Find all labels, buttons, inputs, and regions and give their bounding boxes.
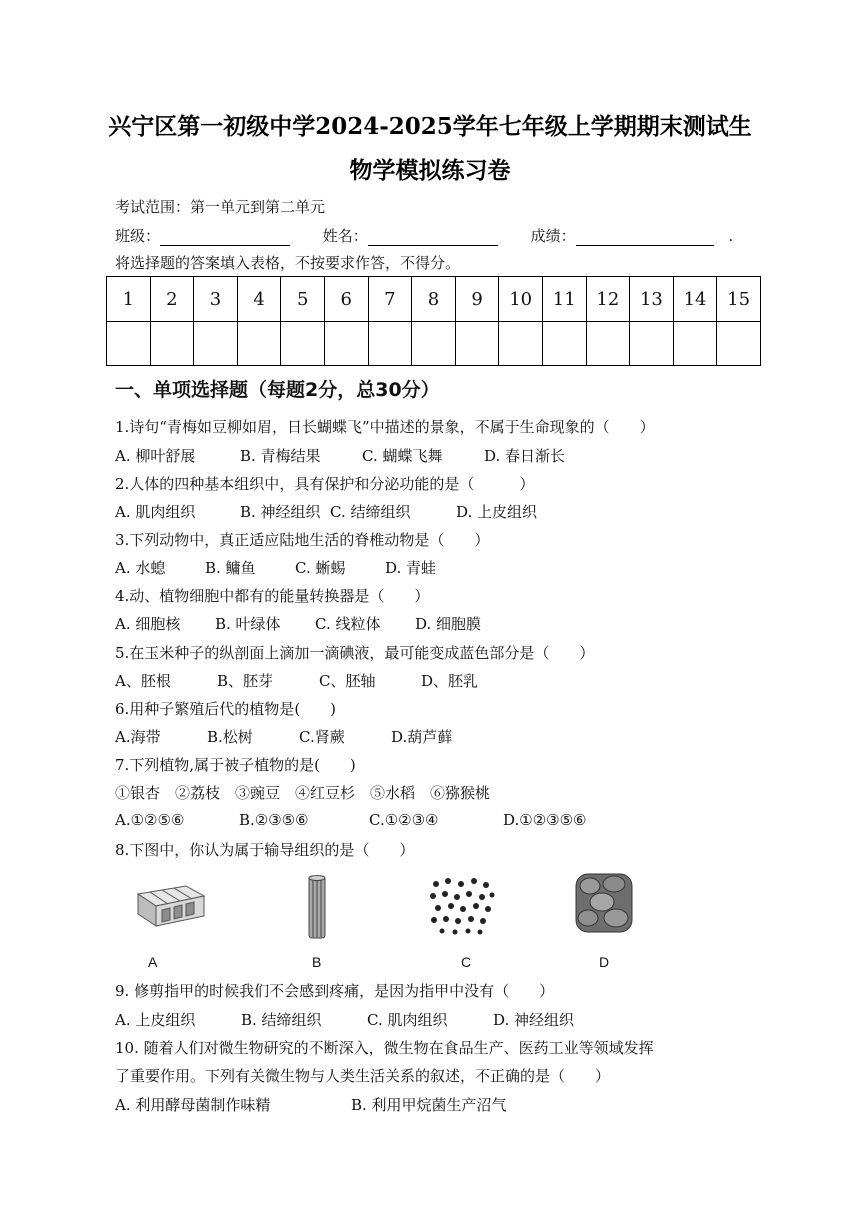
question-6-options: [115, 726, 452, 747]
question-7-stem: 7.下列植物,属于被子植物的是( ): [115, 756, 356, 774]
answer-cell[interactable]: [194, 322, 238, 366]
class-field[interactable]: [160, 231, 290, 246]
option-c[interactable]: C. 结缔组织: [330, 503, 411, 521]
question-5-stem: 5.在玉米种子的纵剖面上滴加一滴碘液，最可能变成蓝色部分是（ ）: [115, 644, 595, 662]
document-title-line-1: 兴宁区第一初级中学2024-2025学年七年级上学期期末测试生: [108, 113, 752, 140]
answer-number: 3: [194, 277, 238, 322]
figure-label-d: D: [599, 954, 610, 970]
question-5-options: [115, 670, 478, 691]
answer-cell[interactable]: [368, 322, 412, 366]
answer-number: 5: [281, 277, 325, 322]
figure-label-a: A: [148, 954, 158, 970]
option-d[interactable]: D.①②③⑤⑥: [503, 811, 587, 829]
question-9-options: [115, 1009, 574, 1030]
option-b[interactable]: B.松树: [207, 728, 253, 746]
option-c[interactable]: C. 线粒体: [315, 615, 381, 633]
answer-cell[interactable]: [150, 322, 194, 366]
option-a[interactable]: A、胚根: [115, 672, 171, 690]
question-10-stem: 10. 随着人们对微生物研究的不断深入，微生物在食品生产、医药工业等领域发挥: [115, 1039, 654, 1057]
question-7-options: [115, 811, 587, 829]
option-b[interactable]: B. 神经组织: [240, 503, 321, 521]
tissue-figure-b[interactable]: [300, 874, 334, 940]
option-d[interactable]: D. 细胞膜: [415, 615, 482, 633]
option-a[interactable]: A. 细胞核: [115, 615, 181, 633]
option-b[interactable]: B. 利用甲烷菌生产沼气: [351, 1096, 507, 1114]
answer-number: 7: [368, 277, 412, 322]
answer-cell[interactable]: [586, 322, 630, 366]
answer-table-blank-row: [107, 322, 761, 366]
option-b[interactable]: B. 叶绿体: [215, 615, 281, 633]
answer-number: 12: [586, 277, 630, 322]
student-info-row: [115, 225, 733, 246]
name-field[interactable]: [368, 231, 498, 246]
option-b[interactable]: B. 鳙鱼: [205, 559, 256, 577]
answer-cell[interactable]: [281, 322, 325, 366]
score-field[interactable]: [576, 231, 714, 246]
question-10-options: [115, 1094, 507, 1115]
instruction: 将选择题的答案填入表格，不按要求作答，不得分。: [115, 254, 461, 272]
option-d[interactable]: D. 上皮组织: [456, 503, 538, 521]
question-7-list: ①银杏 ②荔枝 ③豌豆 ④红豆杉 ⑤水稻 ⑥猕猴桃: [115, 784, 491, 802]
option-d[interactable]: D.葫芦藓: [391, 728, 453, 746]
option-c[interactable]: C.①②③④: [369, 811, 439, 829]
answer-number: 2: [150, 277, 194, 322]
question-2-options: [115, 501, 537, 522]
option-b[interactable]: B.②③⑤⑥: [239, 811, 309, 829]
tissue-figure-c[interactable]: [428, 876, 496, 936]
question-3-stem: 3.下列动物中，真正适应陆地生活的脊椎动物是（ ）: [115, 531, 490, 549]
question-2-stem: 2.人体的四种基本组织中，具有保护和分泌功能的是（ ）: [115, 475, 535, 493]
answer-number: 11: [542, 277, 586, 322]
answer-cell[interactable]: [455, 322, 499, 366]
figure-label-c: C: [461, 954, 472, 970]
option-b[interactable]: B. 结缔组织: [241, 1011, 322, 1029]
option-a[interactable]: A. 肌肉组织: [115, 503, 196, 521]
option-a[interactable]: A. 利用酵母菌制作味精: [115, 1096, 271, 1114]
score-label: 成绩：: [530, 227, 576, 245]
answer-cell[interactable]: [324, 322, 368, 366]
question-4-stem: 4.动、植物细胞中都有的能量转换器是（ ）: [115, 587, 430, 605]
answer-number: 6: [324, 277, 368, 322]
answer-number: 8: [412, 277, 456, 322]
tissue-figure-d[interactable]: [572, 870, 636, 936]
figure-label-b: B: [312, 954, 322, 970]
answer-cell[interactable]: [237, 322, 281, 366]
answer-number: 1: [107, 277, 151, 322]
option-d[interactable]: D. 春日渐长: [484, 447, 566, 465]
option-b[interactable]: B. 青梅结果: [240, 447, 321, 465]
option-c[interactable]: C、胚轴: [319, 672, 376, 690]
question-3-options: [115, 557, 436, 578]
option-d[interactable]: D. 神经组织: [493, 1011, 575, 1029]
question-1-options: [115, 445, 565, 466]
answer-number: 10: [499, 277, 543, 322]
option-a[interactable]: A.海带: [115, 728, 161, 746]
answer-cell[interactable]: [412, 322, 456, 366]
answer-number: 9: [455, 277, 499, 322]
section-title: 一、单项选择题（每题2分，总30分）: [115, 379, 440, 401]
option-a[interactable]: A.①②⑤⑥: [115, 811, 185, 829]
tissue-figure-a[interactable]: [134, 880, 206, 930]
answer-cell[interactable]: [499, 322, 543, 366]
question-8-stem: 8.下图中，你认为属于输导组织的是（ ）: [115, 841, 415, 859]
answer-cell[interactable]: [673, 322, 717, 366]
answer-cell[interactable]: [542, 322, 586, 366]
exam-scope: 考试范围：第一单元到第二单元: [115, 198, 326, 216]
question-4-options: [115, 613, 481, 634]
question-9-stem: 9. 修剪指甲的时候我们不会感到疼痛，是因为指甲中没有（ ）: [115, 982, 555, 1000]
name-label: 姓名：: [322, 227, 368, 245]
option-d[interactable]: D. 青蛙: [385, 559, 437, 577]
option-a[interactable]: A. 柳叶舒展: [115, 447, 196, 465]
answer-cell[interactable]: [717, 322, 761, 366]
option-a[interactable]: A. 上皮组织: [115, 1011, 196, 1029]
answer-number: 15: [717, 277, 761, 322]
question-10-stem-continued: 了重要作用。下列有关微生物与人类生活关系的叙述，不正确的是（ ）: [115, 1067, 611, 1085]
class-label: 班级：: [115, 227, 161, 245]
option-c[interactable]: C. 蝴蝶飞舞: [362, 447, 443, 465]
question-6-stem: 6.用种子繁殖后代的植物是( ): [115, 700, 337, 718]
option-c[interactable]: C.肾蕨: [299, 728, 345, 746]
option-c[interactable]: C. 肌肉组织: [367, 1011, 448, 1029]
answer-cell[interactable]: [107, 322, 151, 366]
answer-number: 4: [237, 277, 281, 322]
document-title-line-2: 物学模拟练习卷: [349, 157, 511, 184]
end-mark: .: [728, 227, 734, 245]
answer-table: [106, 276, 761, 366]
option-c[interactable]: C. 蜥蜴: [295, 559, 346, 577]
question-1-stem: 1.诗句“青梅如豆柳如眉，日长蝴蝶飞”中描述的景象，不属于生命现象的（ ）: [115, 418, 655, 436]
answer-table-number-row: [107, 277, 761, 322]
answer-number: 14: [673, 277, 717, 322]
option-b[interactable]: B、胚芽: [217, 672, 274, 690]
answer-cell[interactable]: [630, 322, 674, 366]
option-d[interactable]: D、胚乳: [421, 672, 479, 690]
answer-number: 13: [630, 277, 674, 322]
option-a[interactable]: A. 水螅: [115, 559, 166, 577]
